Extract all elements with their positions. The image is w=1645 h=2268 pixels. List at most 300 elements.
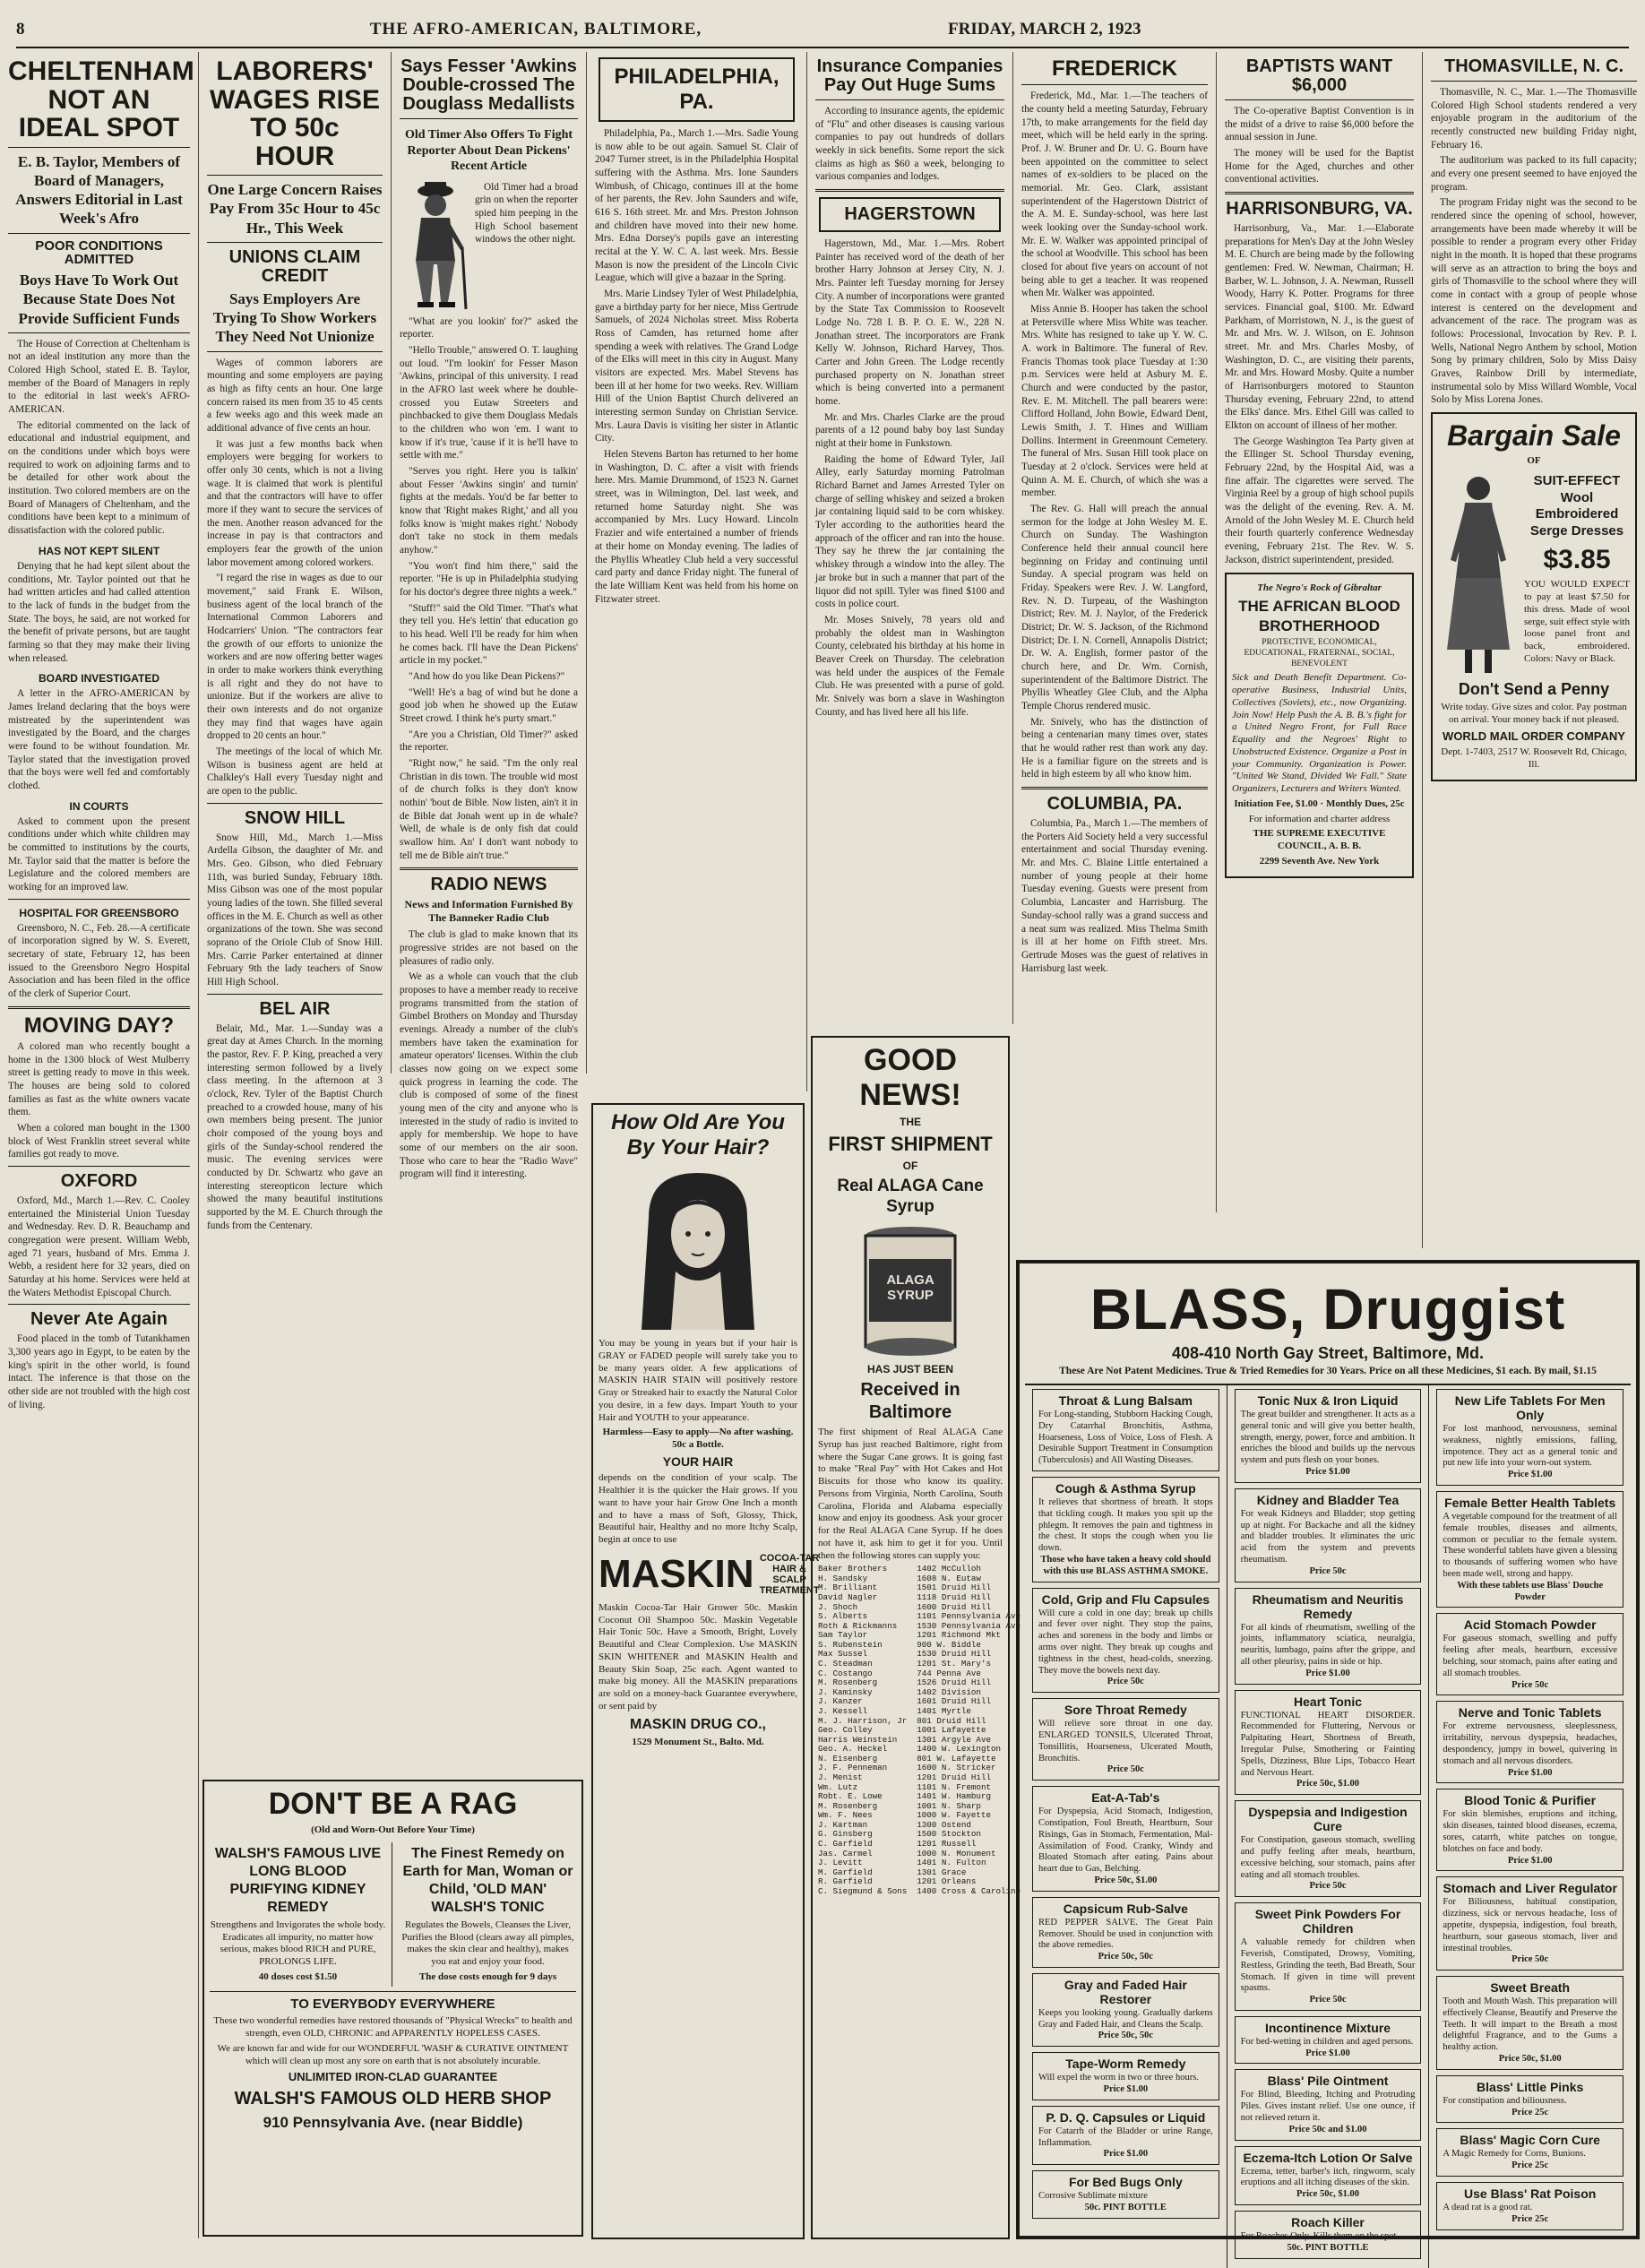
remedy-price: Price 50c: [1309, 1995, 1347, 2005]
remedy-price: Price $1.00: [1507, 1855, 1553, 1866]
remedy-item: [1235, 1588, 1422, 1685]
ad-price: The dose costs enough for 9 days: [418, 1970, 557, 1982]
remedy-title: Nerve and Tonic Tablets: [1458, 1705, 1602, 1720]
remedy-title: For Bed Bugs Only: [1068, 2175, 1183, 2190]
article-deck: Old Timer Also Offers To Fight Reporter About Dean Pickens' Recent Article: [404, 128, 573, 173]
article-paragraph: "And how do you like Dean Pickens?": [409, 670, 565, 682]
remedy-description: The great builder and strengthener. It acts as a general tonic and will give you better health, strength, energy, power, force and ambition. It enriches the blood and builds up the nervous system and puts flesh on your bones.: [1240, 1410, 1416, 1466]
remedy-title: Kidney and Bladder Tea: [1256, 1492, 1400, 1507]
ad-price: $3.85: [1543, 544, 1611, 574]
newspaper-title: THE AFRO-AMERICAN, BALTIMORE,: [369, 20, 702, 39]
remedy-description: For Constipation, gaseous stomach, swelling and puffy feeling after meals, heartburn, excessive belching, sour stomach, pains after eating and all stomach troubles.: [1240, 1835, 1416, 1880]
ad-council: THE SUPREME EXECUTIVE COUNCIL, A. B. B.: [1253, 828, 1386, 852]
column-1: [0, 52, 199, 2238]
remedy-item: [1032, 2106, 1219, 2165]
article-paragraph: Columbia, Pa., March 1.—The members of the Porters Aid Society held a very successful entertainment and social Thursday evening. Mr. and Mrs. C. Blaine Little entertained a number of young people at their home Tuesday evening. Guests were present from Columbia, Lancaster and Harrisburg. The Sunday-school rally was a grand success and a neat sum was realized. Miss Thelma Smith is ill at her home on Fifth street. Mrs. Gertrude Moses was the guest of relatives in Harrisburg last week.: [1021, 818, 1208, 974]
remedy-price: 50c. PINT BOTTLE: [1287, 2242, 1369, 2253]
remedy-item: [1235, 1800, 1422, 1897]
remedy-description: For weak Kidneys and Bladder; stop getting up at night. For Backache and all the kidney and bladder troubles. It eliminates the uric acid from the system and prevents rheumatism.: [1240, 1508, 1416, 1565]
store-entry: Jas. Carmel 1000 N. Monument: [818, 1848, 996, 1858]
remedy-price: Price 50c: [1309, 1565, 1347, 1576]
store-entry: Sam Taylor 1201 Richmond Mkt: [818, 1630, 1001, 1641]
remedy-item: [1235, 2146, 1422, 2205]
african-blood-brotherhood-ad: [1225, 573, 1414, 878]
ad-text: YOU WOULD EXPECT to pay at least $7.50 for this dress. Made of wool serge, suit effect style with loose panel front and back, embroidered. Colors: Navy or Black.: [1524, 579, 1630, 664]
remedy-item: [1436, 1701, 1623, 1783]
remedy-price: Price $1.00: [1305, 2048, 1350, 2058]
store-entry: J. Kessell 1401 Myrtle: [818, 1705, 971, 1716]
page-number: 8: [16, 20, 25, 39]
article-headline: COLUMBIA, PA.: [1046, 794, 1183, 815]
article-paragraph: Helen Stevens Barton has returned to her home in Washington, D. C. after a visit with friends here. Mrs. Mamie Drummond, of 1523 N. Garnet street, was in Wilmington, Del. last week, and returned home Saturday night. She was accompanied by Mrs. Lucy Howard. Lincoln Frazier and wife entertained a number of friends at their home on Monday evening. The ladies of the Phyllis Wheatley Club held a very successful card party and dance Friday night. The funeral of the late William Kent was held from his home on Fitzwater street.: [595, 449, 798, 605]
ad-address: Dept. 1-7403, 2517 W. Roosevelt Rd, Chicago, Ill.: [1441, 746, 1627, 770]
remedy-description: A Magic Remedy for Corns, Bunions.: [1443, 2149, 1586, 2160]
article-paragraph: "Well! He's a bag of wind but he done a good job when he showed up the Eutaw Street crowd. I think he's purty smart.": [400, 686, 578, 724]
article-paragraph: The program Friday night was the second to be rendered since the opening of school, however, arrangements have been made whereby it will be possible to render a program every other Friday night in the month. It is hoped that these programs will serve as an attraction to bring the boys and girls of Thomasville to the school where they will come in contact with a group of people whose interest is centered on the development and advancement of the race. The program was as follows: Processional, Invocation by Rev. P. I. Wells, National Negro Anthem by school, Motion Song by primary children, Solo by Miss Daisy Graves, Rainbow Drill by intermediate, instrumental solo by Miss Willard Womble, Vocal Solo by Miss Lorena Jones.: [1431, 197, 1637, 406]
article-paragraph: "I regard the rise in wages as due to our movement," said Frank E. Wilson, business agent of the local branch of the International Common Laborers and Hodcarriers' Union. "The contractors fear the growth of our efforts to unionize the workers and are now offering better wages in order to make workers think everything is all right and they do not have to unionize. But if the workers are alive to their own interests and do not organize they may find that wages have again dropped to 20 cents an hour.": [207, 573, 383, 742]
article-headline: Insurance Companies Pay Out Huge Sums: [816, 56, 1003, 95]
store-entry: R. Garfield 1201 Orleans: [818, 1876, 977, 1887]
remedy-title: Blass' Magic Corn Cure: [1460, 2133, 1600, 2148]
remedy-item: [1235, 2069, 1422, 2140]
store-entry: S. Alberts 1101 Pennsylvania Ave: [818, 1611, 1021, 1622]
article-paragraph: "Serves you right. Here you is talkin' about Fesser 'Awkins singin' and turnin' fights at the medals. You'd be far better to know that 'Right makes Right,' and all you folks know is 'might makes right.' Nobody don't take no stock in them medals anyhow.": [400, 465, 578, 556]
remedy-description: For Dyspepsia, Acid Stomach, Indigestion, Constipation, Foul Breath, Heartburn, Sour Risings, Gas in Stomach, Fermentation, Mal-Assimilation of Food. Cranky, Windy and Bloated Stomach after eating. Pains about heart due to Gas, Belching.: [1038, 1807, 1213, 1875]
remedy-title: Tape-Worm Remedy: [1065, 2057, 1186, 2072]
remedy-description: A valuable remedy for children when Feverish, Constipated, Drowsy, Vomiting, Restless, Grinding the teeth, Bad Breath, Sour Stomach. If given in time will prevent spasms.: [1240, 1937, 1416, 1994]
remedy-title: Rheumatism and Neuritis Remedy: [1252, 1591, 1404, 1621]
article-paragraph: The club is glad to make known that its progressive strides are not based on the pleasures of radio only.: [400, 929, 578, 967]
masthead: [16, 13, 1629, 48]
article-paragraph: Denying that he had kept silent about the conditions, Mr. Taylor pointed out that he had written articles and had called attention to the lack of funds in the budget from the State. The boys, he said, are not worked for the benefit of private persons, but are taught farming so that they may make their living when released.: [8, 560, 190, 664]
remedy-price: Price 50c: [1107, 1764, 1144, 1775]
store-entry: Baker Brothers 1402 McCulloh: [818, 1564, 981, 1574]
article-headline: SNOW HILL: [244, 807, 346, 828]
remedy-price: Price 25c: [1512, 2213, 1549, 2224]
article-paragraph: Belair, Md., Mar. 1.—Sunday was a great day at Ames Church. In the morning the pastor, Rev. F. P. King, preached a very interesting sermon followed by a lively class meeting. In the afternoon at 3 o'clock, Rev. Tyler of the Baptist Church preached to a crowded house, many of his own members being present. The junior choir composed of the young boys and girls of the Sunday-school rendered the music. The evening services were conducted by Dr. Schwartz who gave an interesting stereopticon lecture which showed the many beautiful institutions supported by the M. E. Church through the funds from the Centenary.: [207, 1022, 383, 1231]
ad-headline: THE AFRICAN BLOOD BROTHERHOOD: [1238, 598, 1400, 634]
article-paragraph: Snow Hill, Md., March 1.—Miss Ardella Gibson, the daughter of Mr. and Mrs. Geo. Gibson, who died February 11th, was buried Sunday, February 18th. Miss Gibson was one of the most popular young ladies of the town. She filled several offices in the M. E. Church as well as other organizations of the town. She was second soprano of the Oriole Club of Snow Hill. Mrs. Carrie Parker entertained at dinner February 9th the lady teachers of Snow Hill High School.: [207, 832, 383, 988]
ad-banner: TO EVERYBODY EVERYWHERE: [290, 1996, 495, 2012]
remedy-description: For constipation and biliousness.: [1443, 2095, 1567, 2106]
remedy-description: Tooth and Mouth Wash. This preparation will effectively Cleanse, Beautify and Preserve the Teeth. It will impart to the Breath a most delightful Fragrance, and to the Gums a healthy action.: [1443, 1996, 1618, 2053]
remedy-title: Sweet Pink Powders For Children: [1254, 1907, 1401, 1936]
article-paragraph: Wages of common laborers are mounting and some employers are paying as high as fifty cents an hour. One large concern raised its men from 35 to 45 cents a few weeks ago and this week made an additional advance of five cents an hour.: [207, 357, 383, 434]
remedy-price: Price $1.00: [1103, 2149, 1149, 2160]
ad-text: PROTECTIVE, ECONOMICAL, EDUCATIONAL, FRATERNAL, SOCIAL, BENEVOLENT: [1244, 637, 1395, 668]
article-paragraph: Old Timer had a broad grin on when the reporter spied him peeping in the High School basement windows the other night.: [475, 181, 578, 246]
ad-text: THE: [900, 1116, 921, 1128]
remedy-item: [1436, 2075, 1623, 2124]
remedy-title: Stomach and Liver Regulator: [1443, 1881, 1617, 1896]
article-paragraph: The House of Correction at Cheltenham is not an ideal institution any more than the Colored High School, stated E. B. Taylor, member of the Board of Managers in reply to the editorial in last week's AFRO-AMERICAN.: [8, 338, 190, 416]
remedy-item: [1436, 1389, 1623, 1486]
remedy-description: For Blind, Bleeding, Itching and Protruding Piles. Gives instant relief. Use one ounce, if not relieved return it.: [1240, 2090, 1416, 2124]
ad-headline: DON'T BE A RAG: [268, 1787, 518, 1821]
remedy-item: [1436, 1876, 1623, 1970]
article-paragraph: Greensboro, N. C., Feb. 28.—A certificate of incorporation signed by W. S. Everett, secretary of state, February 12, has been issued to the Greensboro Negro Hospital Association and has been filed in the office of the clerk of Superior Court.: [8, 922, 190, 999]
ad-address: 910 Pennsylvania Ave. (near Biddle): [263, 2113, 523, 2131]
store-entry: C. Garfield 1201 Russell: [818, 1839, 977, 1850]
remedy-item: [1436, 1976, 1623, 2070]
remedy-title: New Life Tablets For Men Only: [1454, 1393, 1606, 1422]
remedy-column: [1429, 1385, 1631, 2268]
remedy-title: Eczema-Itch Lotion Or Salve: [1243, 2150, 1413, 2165]
store-entry: M. Garfield 1301 Grace: [818, 1867, 967, 1877]
article-paragraph: Miss Annie B. Hooper has taken the school at Petersville where Miss White was teacher. Mrs. White has resigned to take up Y. W. C. A. work in Baltimore. The funeral of Rev. Francis Thomas took place Tuesday at 1:30 p.m. Services were held at Asbury M. E. Church and were conducted by the pastor, Rev. E. M. Mitchell. The pall bearers were: Clifford Holland, John Bowie, Edward Dent, Lewis Smith, J. T. Hines and William Dollins. Interment in Greenmount Cemetery. The funeral of Mrs. Susan Hill took place on Tuesday at 2 o'clock. Services were held at Quinn A. M. E. Church, of which she was a member.: [1021, 303, 1208, 499]
remedy-item: [1032, 1698, 1219, 1781]
remedy-title: Heart Tonic: [1294, 1694, 1362, 1709]
remedy-description: For Long-standing, Stubborn Hacking Cough, Dry Catarrhal Bronchitis, Asthma, Hoarseness, Loss of Voice, Loss of Flesh. A Desirable Support Treatment in Consumption (Tuberculosis) and All Wasting Diseases.: [1038, 1410, 1213, 1466]
remedy-title: Roach Killer: [1291, 2215, 1365, 2230]
article-deck: Says Employers Are Trying To Show Workers They Need Not Unionize: [212, 289, 377, 346]
ad-subheadline: FIRST SHIPMENT: [828, 1133, 993, 1155]
article-deck: E. B. Taylor, Members of Board of Managers, Answers Editorial in Last Week's Afro: [15, 152, 183, 228]
remedy-price: Price 50c: [1512, 1679, 1549, 1690]
ad-text: You may be young in years but if your hair is GRAY or FADED people will surely take you to be many years older. A few applications of MASKIN HAIR STAIN will positively restore Gray or Streaked hair to exactly the Natural Color you desire, in a few days. Impart Youth to your Hair and YOUTH to your appearance.: [599, 1338, 797, 1423]
ad-brand: Real ALAGA Cane Syrup: [837, 1176, 984, 1217]
article-paragraph: Hagerstown, Md., Mar. 1.—Mrs. Robert Painter has received word of the death of her brother Harry Johnson at Jersey City, N. J. Mrs. Painter left Tuesday morning for Jersey City. A number of incorporations were granted by the State Tax Commission to Roosevelt Lodge No. 728 I. B. P. O. E. W., 228 N. Jonathan street. The incorporators are Frank Kelly W. Johnson, Richard Harvey, Thos. Carter and John Green. The Lodge recently purchased property on N. Jonathan street which is being converted into a permanent home.: [815, 238, 1004, 408]
ad-address: 2299 Seventh Ave. New York: [1259, 855, 1380, 867]
remedy-price: Price $1.00: [1103, 2084, 1149, 2095]
remedy-description: It relieves that shortness of breath. It stops that tickling cough. It makes you spit up the phlegm. It removes the pain and tightness in the chest. It stops the cough when you lie down.: [1038, 1496, 1213, 1554]
ad-text: Harmless—Easy to apply—No after washing. 50c a Bottle.: [602, 1427, 794, 1450]
remedy-column: [1025, 1385, 1227, 2268]
alaga-syrup-ad: [811, 1036, 1021, 2239]
remedy-description: Will relieve sore throat in one day. ENLARGED TONSILS, Ulcerated Throat, Tonsillitis, Hoarseness, Ulcerated Mouth, Bronchitis.: [1038, 1719, 1213, 1764]
remedy-description: For Roaches Only. Kills them on the spot.: [1240, 2231, 1400, 2242]
store-entry: C. Costango 744 Penna Ave: [818, 1668, 981, 1678]
store-entry: C. Steadman 1201 St. Mary's: [818, 1659, 991, 1669]
remedy-description: A dead rat is a good rat.: [1443, 2203, 1533, 2213]
store-entry: Wm. Lutz 1101 N. Fremont: [818, 1781, 991, 1792]
article-headline: Says Fesser 'Awkins Double-crossed The Douglass Medallists: [400, 56, 577, 114]
article-paragraph: Food placed in the tomb of Tutankhamen 3,300 years ago in Egypt, to be eaten by the king's spirit in the other world, is found intact. The inference is that those on the other side are not troubled with the high cost of living.: [8, 1333, 190, 1410]
remedy-item: [1032, 1786, 1219, 1892]
subheading: BOARD INVESTIGATED: [38, 672, 160, 686]
remedy-item: [1436, 1491, 1623, 1608]
remedy-title: Female Better Health Tablets: [1444, 1495, 1616, 1510]
remedy-title: Use Blass' Rat Poison: [1464, 2186, 1597, 2202]
article-paragraph: Raiding the home of Edward Tyler, Jail Alley, early Saturday morning Patrolman Richard Barnet and James Arrested Tyler on charge of selling whiskey and seized a broken jar containing liquid said to be corn whiskey. Tyler according to the authorities heard the approach of the officer and ran into the house. They say he threw the jar containing the whiskey through a window into the alley. The jar broke but in such a manner that part of the liquor did not spill. Tyler was fined $100 and costs in police court.: [815, 453, 1004, 610]
remedy-title: Blass' Little Pinks: [1477, 2079, 1584, 2094]
article-paragraph: Mr. Moses Snively, 78 years old and probably the oldest man in Washington County, celebrated his birthday at his home in Beaver Creek on Thursday. The celebration was held under the auspices of the Female Club. He was presented with a purse of gold. Mr. Snively was born a slave in Washington County, and has lived here all his life.: [815, 614, 1004, 718]
remedy-description: For lost manhood, nervousness, seminal weakness, nightly emissions, falling, impotence. They act as a general tonic and put new life into your worn-out system.: [1443, 1424, 1618, 1469]
store-entry: J. Shoch 1600 Druid Hill: [818, 1601, 991, 1612]
remedy-title: Incontinence Mixture: [1264, 2020, 1391, 2035]
ad-text: Strengthens and Invigorates the whole body. Eradicates all impurity, no matter how serious, makes blood RICH and PURE, PROLONGS LIFE.: [210, 1919, 386, 1967]
article-headline: Never Ate Again: [30, 1309, 168, 1330]
ad-address: 408-410 North Gay Street, Baltimore, Md.: [1171, 1344, 1485, 1362]
ad-subheadline: YOUR HAIR: [662, 1453, 734, 1469]
ad-fees: Initiation Fee, $1.00 · Monthly Dues, 25c: [1234, 798, 1405, 809]
ad-product: SUIT-EFFECT Wool Embroidered Serge Dresses: [1529, 472, 1624, 539]
remedy-description: FUNCTIONAL HEART DISORDER. Recommended for Fluttering, Nervous or Palpitating Heart, Shortness of Breath, Irregular Pulse, Smothering or Fainting Spells, Dizziness, Blue Lips, Tobacco Heart and Nervous Heart.: [1240, 1710, 1416, 1778]
article-paragraph: Philadelphia, Pa., March 1.—Mrs. Sadie Young is now able to be out again. Samuel St. Clair of 2047 Turner street, is in the Philadelphia Hospital suffering with the Asthma. Mrs. Ione Saunders Wimbush, of Chicago, continues ill at the home of her parents, the Rev. John Saunders and wife, 616 S. 16th street. Mr. and Mrs. Preston Johnson and children have moved into their new home. Mrs. Edna Dorsey's pupils gave an interesting recital at the Y. W. C. A. last week. Mrs. Bessie Mason is now the president of the Lincoln Civic League, which will give a bazaar in the Spring.: [595, 128, 798, 284]
ad-shop-name: WALSH'S FAMOUS OLD HERB SHOP: [234, 2088, 552, 2108]
store-entry: Robt. E. Lowe 1401 W. Hamburg: [818, 1791, 991, 1802]
ad-product-title: WALSH'S FAMOUS LIVE LONG BLOOD PURIFYING KIDNEY REMEDY: [214, 1845, 382, 1915]
article-paragraph: According to insurance agents, the epidemic of "Flu" and other diseases is causing various companies to pay out hundreds of dollars weekly in sick benefits. Some report the sick claims as high as $60 a week, belonging to various companies and lodges.: [815, 106, 1004, 183]
article-paragraph: Oxford, Md., March 1.—Rev. C. Cooley entertained the Ministerial Union Tuesday and Wednesday. Rev. D. R. Beauchamp and congregation were present. William Webb, aged 71 years, husband of Mrs. Emma J. Webb, a resident here for 32 years, died on Saturday at his home. Services were held at the Waters Methodist Episcopal Church.: [8, 1194, 190, 1298]
ad-text: The first shipment of Real ALAGA Cane Syrup has just reached Baltimore, right from where the Sugar Cane grows. It is going fast to make "Real Pay" with Hot Cakes and Hot Biscuits for those who know its quality. Persons from Virginia, North Carolina, South Carolina, Florida and Alabama especially know and enjoy its goodness. Ask your grocer for the Real ALAGA Cane Syrup. If he does not have it, ask him to get it for you. Until then the following stores can supply you:: [818, 1427, 1003, 1561]
store-entry: H. Sandsky 1608 N. Eutaw: [818, 1573, 981, 1583]
remedy-item: [1235, 2211, 1422, 2259]
store-entry: S. Rubenstein 900 W. Biddle: [818, 1639, 981, 1650]
store-entry: Geo. A. Heckel 1400 W. Lexington: [818, 1744, 1001, 1755]
issue-date: FRIDAY, MARCH 2, 1923: [948, 20, 1141, 39]
ad-text: The Negro's Rock of Gibraltar: [1257, 582, 1382, 593]
article-headline: BEL AIR: [259, 998, 331, 1019]
remedy-description: Eczema, tetter, barber's itch, ringworm, scaly eruptions and all itching diseases of the skin.: [1240, 2166, 1416, 2188]
dress-model-icon: [1438, 470, 1519, 677]
article-paragraph: Harrisonburg, Va., Mar. 1.—Elaborate preparations for Men's Day at the John Wesley M. E. Church are being made by the following gentlemen: Fred. W. Newman, Chairman; H. Barber, W. L. Johnson, J. A. Newman, Russell Woody, Harry K. Potter. Programs for three services. Financial goal, $100. Mr. Edward Parkham, of Morristown, N. J., is the guest of Mr. and Mrs. W. J. Wilson, on E. Johnson street. Mr. and Mrs. Charles Mosby, of Washington, D. C., are visiting their parents, Mr. and Mrs. Howard Mosby. Quite a number of Harrisonburgers motored to Staunton Thursday evening, February 22nd, to attend the Elks' dance. Mrs. Ethel Gill was called to Elkton on account of illness of her mother.: [1225, 223, 1414, 432]
article-headline: LABORERS' WAGES RISE TO 50c HOUR: [209, 56, 381, 171]
remedy-description: Will expel the worm in two or three hours.: [1038, 2073, 1199, 2083]
remedy-price: Price 50c: [1107, 1677, 1144, 1687]
remedy-description: For gaseous stomach, swelling and puffy feeling after meals, heartburn, excessive belching, sour stomach, pains after eating and all stomach troubles.: [1443, 1634, 1618, 1678]
remedy-item: [1032, 2170, 1219, 2219]
ad-headline: How Old Are You By Your Hair?: [611, 1110, 785, 1160]
remedy-price: Price $1.00: [1507, 1767, 1553, 1778]
store-entry: J. Levitt 1401 N. Fulton: [818, 1858, 986, 1868]
column-8: [1423, 52, 1645, 1248]
article-deck: News and Information Furnished By The Banneker Radio Club: [404, 898, 573, 925]
article-paragraph: "Right now," he said. "I'm the only real Christian in dis town. The trouble wid most of de church folks is they don't know nothin' 'bout de Bible. Now listen, ain't it in de Bible dat Jonah went up in de whale? Well, de whale is de only fish dat could swallow him. An' I don't want nobody to tell me de Bible ain't true.": [400, 758, 578, 861]
store-entry: M. Rosenberg 1001 N. Sharp: [818, 1800, 981, 1811]
remedy-price: Price 50c, $1.00: [1094, 1875, 1158, 1885]
ad-price: 40 doses cost $1.50: [258, 1970, 338, 1982]
remedy-description: For all kinds of rheumatism, swelling of the joints, inflammatory sciatica, neuralgia, neuritis, lumbago, pains after the grippe, and all other pleurisy, pains in side or hip.: [1240, 1622, 1416, 1667]
remedy-title: Throat & Lung Balsam: [1058, 1393, 1193, 1408]
subheading: IN COURTS: [69, 799, 129, 813]
maskin-brand: MASKIN: [599, 1551, 754, 1596]
article-headline: OXFORD: [60, 1170, 138, 1191]
ad-text: Write today. Give sizes and color. Pay postman on arrival. Your money back if not pleased.: [1441, 702, 1627, 726]
article-paragraph: The Rev. G. Hall will preach the annual sermon for the lodge at John Wesley M. E. Church on Sunday. The Washington Conference held their annual council here beginning on Friday and continuing until Sunday. A special program was held on Friday. Speakers were Rev. J. W. Langford, Rev. N. D. Turpeau, of the Washington District; Rev. M. J. Naylor, of the Frederick District; Dr. W. S. Jackson, of the Richmond District; Dr. I. N. Cornell, Annapolis District; Dr. W. A. English, former pastor of the church here, and Dr. Wm. Cornish, superintendent of the Baltimore District. The Phyllis Wheatley Glee Club, and the Alpha Temple Chorus rendered music.: [1021, 504, 1208, 712]
ad-text: Maskin Cocoa-Tar Hair Grower 50c. Maskin Coconut Oil Shampoo 50c. Maskin Vegetable Hair Tonic 50c. Have a Smooth, Bright, Lovely Beautiful and Clear Complexion. Use MASKIN SKIN WHITENER and MASKIN Health and Beauty Skin Soap, 25c each. Agent wanted to make big money. All the MASKIN preparations are sold on a money-back Guarantee everywhere, or sent paid by: [599, 1601, 797, 1712]
article-paragraph: "What are you lookin' for?" asked the reporter.: [400, 315, 578, 341]
maskin-brand-side: COCOA-TAR HAIR & SCALP TREATMENT: [759, 1552, 820, 1596]
remedy-item: [1235, 1902, 1422, 2011]
store-entry: Harris Weinstein 1301 Argyle Ave: [818, 1734, 991, 1745]
store-entry: C. Siegmund & Sons 1400 Cross & Caroline: [818, 1885, 1021, 1896]
remedy-item: [1235, 1488, 1422, 1582]
article-deck: One Large Concern Raises Pay From 35c Hour to 45c Hr., This Week: [207, 181, 383, 237]
column-6: [1013, 52, 1217, 1212]
store-entry: M. Rosenberg 1526 Druid Hill: [818, 1677, 991, 1688]
remedy-item: [1235, 1389, 1422, 1483]
subheading: HAS NOT KEPT SILENT: [38, 544, 160, 557]
article-paragraph: It was just a few months back when employers were begging for workers to offer only 30 cents, which is not a living wage. It is claimed that work is plentiful and that the contractors will have to offer more if they want to secure the services of the men. Another reason advanced for the increase in pay is that contractors and employers fear the growth of the union labor movement among colored workers.: [207, 438, 383, 568]
remedy-price: Price 50c, $1.00: [1296, 2189, 1359, 2200]
store-entry: M. Brilliant 1501 Druid Hill: [818, 1582, 991, 1593]
ad-text: OF: [902, 1159, 918, 1172]
old-timer-cartoon-icon: [400, 178, 469, 313]
column-5: [807, 52, 1013, 1024]
remedy-item: [1436, 2128, 1623, 2177]
article-paragraph: When a colored man bought in the 1300 block of West Franklin street several white families got ready to move.: [8, 1122, 190, 1160]
remedy-price: Price 50c and $1.00: [1288, 2124, 1367, 2134]
article-paragraph: The George Washington Tea Party given at the Ellinger St. School Thursday evening, February 22nd, by the Hospital Aid, was a fine affair. The cigarettes were served. The Virginia Reel by a group of high school pupils was the delight of the evening. Rev. A. M. Arnold of the John Wesley M. E. Church held their fourth quarterly conference Wednesday evening, February 21st. The Rev. W. S. Jackson, district superintendent, presided.: [1225, 435, 1414, 565]
store-entry: J. F. Penneman 1600 N. Stricker: [818, 1763, 996, 1773]
remedy-title: P. D. Q. Capsules or Liquid: [1046, 2109, 1206, 2125]
remedy-price: Price 25c: [1512, 2160, 1549, 2171]
dateline-box: HAGERSTOWN: [819, 197, 1001, 232]
article-headline: POOR CONDITIONS ADMITTED: [35, 237, 163, 268]
article-deck: Boys Have To Work Out Because State Does Not Provide Sufficient Funds: [18, 272, 180, 327]
remedy-title: Cold, Grip and Flu Capsules: [1041, 1591, 1210, 1607]
column-4: [587, 52, 807, 1091]
store-entry: Roth & Rickmanns 1530 Pennsylvania Ave: [818, 1620, 1021, 1631]
ad-text: These two wonderful remedies have restored thousands of "Physical Wrecks" to health and strength, even OLD, CHRONIC and APPARENTLY HOPELESS CASES.: [213, 2015, 573, 2039]
remedy-price: Price 50c, $1.00: [1498, 2054, 1562, 2065]
article-paragraph: A colored man who recently bought a home in the 1300 block of West Mulberry street is getting ready to move in this week. The houses are being sold to colored families as fast as the white owners vacate them.: [8, 1040, 190, 1118]
remedy-item: [1235, 2016, 1422, 2065]
ad-subheadline: Received in Baltimore: [860, 1380, 960, 1422]
article-paragraph: Mr. and Mrs. Charles Clarke are the proud parents of a 12 pound baby boy last Sunday night at their home in Funkstown.: [815, 411, 1004, 450]
remedy-item: [1436, 2182, 1623, 2230]
remedy-price: Price 50c: [1512, 1954, 1549, 1965]
article-headline: FREDERICK: [1051, 56, 1177, 81]
remedy-title: Cough & Asthma Syrup: [1055, 1480, 1196, 1496]
remedy-title: Blood Tonic & Purifier: [1464, 1793, 1597, 1808]
column-7: [1217, 52, 1423, 1248]
remedy-column: [1227, 1385, 1430, 2268]
remedy-description: Corrosive Sublimate mixture: [1038, 2191, 1148, 2202]
remedy-title: Capsicum Rub-Salve: [1063, 1901, 1188, 1916]
woman-portrait-icon: [631, 1164, 765, 1334]
remedy-description: For bed-wetting in children and aged persons.: [1240, 2036, 1414, 2047]
ad-headline: Bargain Sale: [1447, 419, 1621, 453]
remedy-item: [1032, 1389, 1219, 1471]
remedy-price: 50c. PINT BOTTLE: [1084, 2203, 1167, 2213]
article-paragraph: "Hello Trouble," answered O. T. laughing out loud. "I'm lookin' for Fesser Mason 'Awkins, principal of this university. I read in the AFRO last week where he double-crossed you Eutaw Streeters and pinchbacked to give them Douglass Medals to the children who won 'em. I want to know if it's true, 'cause if it is he'll have to settle with me.": [400, 344, 578, 461]
remedy-item: [1032, 2052, 1219, 2100]
article-paragraph: "Are you a Christian, Old Timer?" asked the reporter.: [400, 729, 578, 754]
article-paragraph: The Co-operative Baptist Convention is in the midst of a drive to raise $6,000 before the annual session in June.: [1225, 106, 1414, 143]
remedy-title: Dyspepsia and Indigestion Cure: [1248, 1805, 1408, 1834]
store-entry: Wm. F. Nees 1000 W. Fayette: [818, 1810, 991, 1821]
article-headline: MOVING DAY?: [23, 1013, 175, 1038]
article-paragraph: Thomasville, N. C., Mar. 1.—The Thomasville Colored High School students rendered a very enjoyable program in the auditorium of the recently constructed new building Friday night, February 16.: [1431, 87, 1637, 151]
store-entry: J. Kaminsky 1402 Division: [818, 1686, 981, 1697]
remedy-description: For Biliousness, habitual constipation, dizziness, sick or nervous headache, loss of appetite, dyspepsia, indigestion, foul breath, heartburn, sour gaseous stomach, liver and intestinal troubles.: [1443, 1897, 1618, 1953]
remedy-price: Price 50c, 50c: [1098, 1952, 1154, 1962]
remedy-item: [1032, 1477, 1219, 1582]
remedy-title: Acid Stomach Powder: [1463, 1617, 1597, 1633]
store-entry: J. Kanzer 1601 Druid Hill: [818, 1696, 991, 1707]
column-3: [392, 52, 587, 1180]
dateline-box: PHILADELPHIA, PA.: [599, 57, 795, 122]
remedy-description: For skin blemishes, eruptions and itching, skin diseases, tainted blood diseases, eczema, sores, catarrh, white patches on tongue, blotches on face and body.: [1443, 1809, 1618, 1854]
ad-address: 1529 Monument St., Balto. Md.: [632, 1736, 764, 1747]
remedy-item: [1235, 1690, 1422, 1796]
article-paragraph: Frederick, Md., Mar. 1.—The teachers of the county held a meeting Saturday, February 17th, to make arrangements for the field day meet, which will be held early in the spring. Prof. J. W. Bruner and Dr. U. G. Bourn have been appointed on the committee to select names of ex-soldiers to be placed on the memorial. Mr. Geo. Clark, assistant superintendent of the Hagerstown District of the A. M. E. Sunday-school, was here last week looking over the Sunday-school work. Mr. E. W. Walker was appointed principal of the school at Woodville. This school has been closed for about five years on account of not being able to get a teacher. It was reopened when Mr. Walker was appointed.: [1021, 91, 1208, 299]
ad-subheadline: Don't Send a Penny: [1458, 679, 1610, 698]
store-list: [818, 1564, 1021, 1896]
store-entry: Geo. Colley 1001 Lafayette: [818, 1725, 986, 1736]
ad-note: These Are Not Patent Medicines. True & Tried Remedies for 30 Years. Price on all these Medicines, $1 each. By mail, $1.15: [1059, 1366, 1597, 1376]
remedy-title: Sweet Breath: [1490, 1980, 1571, 1996]
remedy-description: For Catarrh of the Bladder or urine Range, Inflammation.: [1038, 2126, 1213, 2148]
ad-text: We are known far and wide for our WONDERFUL 'WASH' & CURATIVE OINTMENT which will clean up most any sore on earth that is not absolutely incurable.: [217, 2042, 569, 2066]
store-entry: J. Kartman 1300 Ostend: [818, 1819, 971, 1830]
remedy-price: Price 25c: [1512, 2107, 1549, 2117]
ad-guarantee: UNLIMITED IRON-CLAD GUARANTEE: [288, 2070, 498, 2084]
remedy-title: Tonic Nux & Iron Liquid: [1257, 1393, 1399, 1408]
article-headline: RADIO NEWS: [430, 875, 547, 895]
remedy-item: [1032, 1588, 1219, 1694]
article-paragraph: We as a whole can vouch that the club proposes to have a member ready to receive programs transmitted from the station of Gimbel Brothers on Monday and Thursday evenings. Already a number of the club's members have taken the examination for amateur operators' licenses. Within the club classes now going on we expect some quick progress in learning the code. The club is composed of some of the finest young men of the city and anyone who is interested in the study of radio is invited to apply for membership. We hope to have some of our members on the air soon. Those who care to hear the "Radio Wave" program will find it interesting.: [400, 971, 578, 1180]
article-paragraph: A letter in the AFRO-AMERICAN by James Ireland declaring that the boys were mistreated by the superintendent was investigated by the Board, and the charges were found to be without foundation. Mr. Taylor stated that the investigation proved that the boys were well fed and comfortably clothed.: [8, 688, 190, 791]
article-paragraph: The meetings of the local of which Mr. Wilson is business agent are held at Chalkley's Hall every Tuesday night and are open to the public.: [207, 746, 383, 797]
ad-text: OF: [1527, 455, 1541, 467]
remedy-price: Price $1.00: [1507, 1470, 1553, 1480]
remedy-price: Price $1.00: [1305, 1466, 1350, 1477]
article-paragraph: The money will be used for the Baptist Home for the Aged, churches and other conventional activities.: [1225, 148, 1414, 185]
remedy-price: Those who have taken a heavy cold should with this use BLASS ASTHMA SMOKE.: [1040, 1554, 1211, 1576]
store-entry: Max Sussel 1530 Druid Hill: [818, 1649, 991, 1660]
walsh-remedy-ad: [202, 1780, 583, 2237]
remedy-description: A vegetable compound for the treatment of all female troubles, diseases and ailments, common or peculiar to the female system. These wonderful tablets have given a blessing to thousands of suffering women who have been made well, strong and happy.: [1443, 1511, 1618, 1579]
remedy-title: Eat-A-Tab's: [1091, 1790, 1160, 1806]
can-label: ALAGA SYRUP: [886, 1272, 934, 1303]
store-entry: J. Menist 1201 Druid Hill: [818, 1772, 991, 1782]
remedy-title: Gray and Faded Hair Restorer: [1064, 1977, 1187, 2006]
column-2: [199, 52, 392, 1231]
article-paragraph: "You won't find him there," said the reporter. "He is up in Philadelphia studying for his doctor's degree three nights a week.": [400, 560, 578, 598]
article-paragraph: "Stuff!" said the Old Timer. "That's what they tell you. He's lettin' that education go to his head. Well I'll be ready for him when he comes back. I'll have the Dean Pickens' article in my pocket.": [400, 602, 578, 667]
remedy-price: With these tablets use Blass' Douche Powder: [1457, 1580, 1604, 1602]
article-headline: BAPTISTS WANT $6,000: [1245, 56, 1393, 95]
remedy-item: [1032, 1973, 1219, 2047]
ad-product-title: The Finest Remedy on Earth for Man, Woman or Child, 'OLD MAN' WALSH'S TONIC: [402, 1845, 573, 1915]
ad-company: MASKIN DRUG CO.,: [630, 1716, 766, 1732]
article-paragraph: The editorial commented on the lack of educational and industrial equipment, and on the conditions under which boys were required to work on adjoining farms and to be detailed for other work about the institution. Two colored members are on the Board of Managers of Cheltenham, and the conditions have been kept to a minimum of dissatisfaction with the colored public.: [8, 419, 190, 537]
blass-druggist-ad: [1016, 1260, 1640, 2253]
subheading: HOSPITAL FOR GREENSBORO: [19, 906, 179, 919]
remedy-description: RED PEPPER SALVE. The Great Pain Remover. Should be used in conjunction with the above remedies.: [1038, 1917, 1213, 1951]
remedy-item: [1032, 1897, 1219, 1968]
ad-text: For information and charter address: [1248, 813, 1391, 824]
remedy-price: Price 50c, 50c: [1098, 2031, 1154, 2041]
ad-subheadline: (Old and Worn-Out Before Your Time): [311, 1824, 475, 1835]
article-paragraph: Mrs. Marie Lindsey Tyler of West Philadelphia, gave a birthday party for her niece, Miss Gertrude Samuels, of 2024 Nicholas street. Miss Roberta Ross of Camden, has returned home after spending a week with relatives. The Grand Lodge of the Elks will meet in this city in August. Many visitors are expected. Mrs. Mabel Stevens has been ill at her home for two weeks. Rev. William Hill of the Union Baptist Church delivered an interesting sermon Sunday on Christian Service. Mrs. Laura Davis is visiting her sister in Atlantic City.: [595, 289, 798, 444]
remedy-price: Price 50c: [1309, 1881, 1347, 1892]
store-entry: David Nagler 1118 Druid Hill: [818, 1591, 991, 1602]
syrup-can-icon: [857, 1223, 964, 1358]
article-headline: CHELTENHAM NOT AN IDEAL SPOT: [8, 56, 194, 142]
article-headline: HARRISONBURG, VA.: [1226, 199, 1413, 220]
remedy-price: Price 50c, $1.00: [1296, 1779, 1359, 1789]
remedy-price: Price $1.00: [1305, 1668, 1350, 1678]
ad-text: Sick and Death Benefit Department. Co-operative Business, Industrial Units, Collectives (Soviets), etc., now Organizing. Join Now! Help Push the A. B. B.'s fight for a United Negro Front, for Full Race Equality and the Negroes' Right to Unobstructed Existence. Organize a Post in your Community. Organization is Power. "United We Stand, Divided We Fall." State Organizers, Lecturers and Writers Wanted.: [1232, 672, 1407, 795]
ad-text: Regulates the Bowels, Cleanses the Liver, Purifies the Blood (clears away all pimples, makes the skin clear and healthy), makes you eat and enjoy your food.: [401, 1919, 574, 1967]
remedy-title: Blass' Pile Ointment: [1267, 2074, 1389, 2089]
ad-text: depends on the condition of your scalp. The Healthier it is the quicker the Hair grows. If you want to have your hair Grow One Inch a month and to have a mass of Soft, Glossy, Thick, Beautiful hair, Healthy and no more Itchy Scalp, begin at once to use: [599, 1472, 797, 1545]
ad-company: WORLD MAIL ORDER COMPANY: [1443, 729, 1625, 743]
bargain-sale-ad: [1431, 412, 1637, 781]
article-paragraph: The auditorium was packed to its full capacity; and every one present seemed to have enjoyed the program.: [1431, 155, 1637, 193]
article-paragraph: Asked to comment upon the present conditions under which white children may be committed to institutions by the courts, Mr. Taylor said that the matter is before the Legislature and the colored members are working for an improved law.: [8, 815, 190, 893]
remedy-item: [1436, 1789, 1623, 1871]
ad-text: HAS JUST BEEN: [866, 1363, 954, 1375]
remedy-description: Keeps you looking young. Gradually darkens Gray and Faded Hair, and Cleans the Scalp.: [1038, 2007, 1213, 2030]
remedy-title: Sore Throat Remedy: [1064, 1703, 1187, 1718]
store-entry: G. Ginsberg 1500 Stockton: [818, 1829, 981, 1840]
ad-headline: BLASS, Druggist: [1089, 1277, 1566, 1341]
